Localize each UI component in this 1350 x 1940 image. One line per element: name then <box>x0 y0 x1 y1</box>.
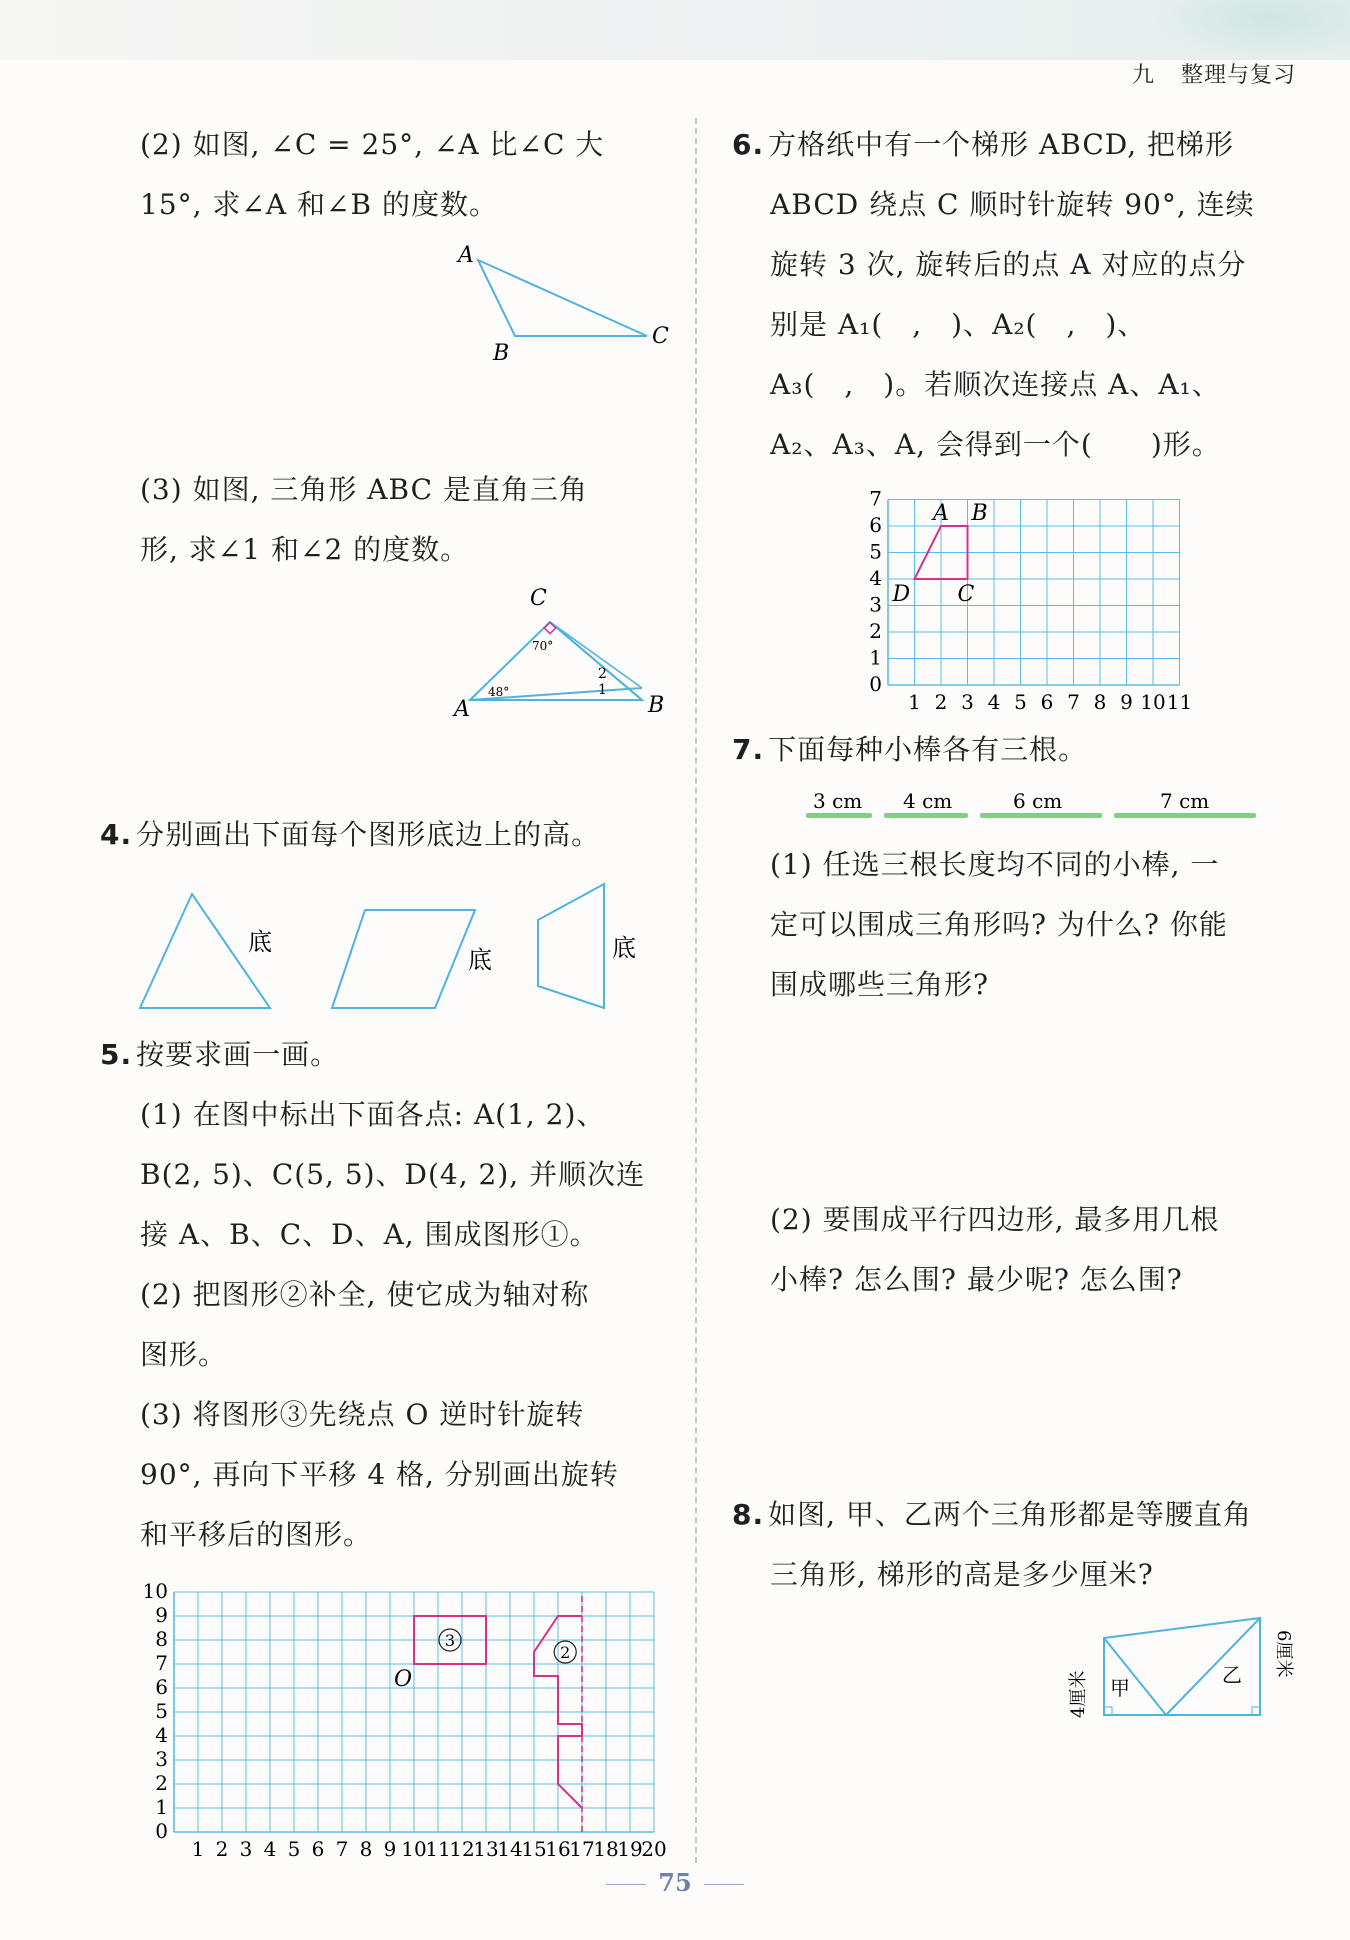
q8-number: 8. <box>732 1498 765 1531</box>
q5-p3-line3: 和平移后的图形。 <box>140 1518 373 1551</box>
label-c: C <box>530 586 547 611</box>
page-header <box>1132 58 1296 89</box>
y-tick-label: 0 <box>869 672 882 696</box>
q6-coordinate-grid <box>860 485 1200 715</box>
q3-3-line2: 形, 求∠1 和∠2 的度数。 <box>140 533 470 566</box>
label-a: A <box>458 243 474 268</box>
x-tick-label: 4 <box>263 1837 277 1861</box>
q7-p2-line1: (2) 要围成平行四边形, 最多用几根 <box>770 1203 1220 1236</box>
x-tick-label: 8 <box>1093 690 1107 714</box>
q5-heading <box>100 1025 339 1085</box>
y-tick-label: 2 <box>155 1771 168 1795</box>
q4-shapes <box>130 880 660 1020</box>
y-tick-label: 5 <box>869 539 882 564</box>
x-tick-label: 11 <box>1166 690 1193 714</box>
column-divider <box>695 118 697 1863</box>
top-decoration <box>1150 0 1350 60</box>
q3-2-line1: (2) 如图, ∠C = 25°, ∠A 比∠C 大 <box>140 128 605 161</box>
x-tick-label: 18 <box>593 1837 619 1861</box>
q6-line4: 别是 A₁( , )、A₂( , )、 <box>770 308 1147 341</box>
q5-p3-line2: 90°, 再向下平移 4 格, 分别画出旋转 <box>140 1458 619 1491</box>
q4-text: 分别画出下面每个图形底边上的高。 <box>136 818 601 851</box>
x-tick-label: 20 <box>641 1837 667 1861</box>
y-tick-label: 3 <box>155 1747 168 1771</box>
x-tick-label: 7 <box>1067 690 1080 714</box>
y-tick-label: 5 <box>155 1699 168 1723</box>
q5-number: 5. <box>100 1038 133 1071</box>
q8-line1 <box>732 1485 1252 1545</box>
y-tick-label: 0 <box>155 1819 168 1843</box>
x-tick-label: 6 <box>1040 690 1054 714</box>
q6-line1-text: 方格纸中有一个梯形 ABCD, 把梯形 <box>768 128 1235 161</box>
x-tick-label: 8 <box>359 1837 373 1861</box>
left-length-label: 4厘米 <box>1068 1670 1089 1718</box>
q4-heading <box>100 805 600 865</box>
label-a: A <box>454 697 470 722</box>
x-tick-label: 13 <box>473 1837 499 1861</box>
yi-label: 乙 <box>1222 1663 1242 1687</box>
q5-coordinate-grid <box>140 1580 680 1860</box>
y-tick-label: 9 <box>155 1603 168 1627</box>
right-length-label: 6厘米 <box>1273 1630 1294 1678</box>
q3-3-line1: (3) 如图, 三角形 ABC 是直角三角 <box>140 473 588 506</box>
q7-p1-line1: (1) 任选三根长度均不同的小棒, 一 <box>770 848 1220 881</box>
stick-3cm: 3 cm <box>813 789 863 813</box>
x-tick-label: 16 <box>545 1837 571 1861</box>
page-number <box>0 1868 1350 1897</box>
angle-2: 2 <box>598 666 607 682</box>
x-tick-label: 2 <box>215 1837 229 1861</box>
x-tick-label: 4 <box>987 690 1001 714</box>
label-b: B <box>648 693 665 718</box>
q5-p2-line2: 图形。 <box>140 1338 228 1371</box>
base-label-trapezoid: 底 <box>612 934 636 962</box>
chapter-number: 九 <box>1131 63 1155 88</box>
x-tick-label: 17 <box>569 1837 595 1861</box>
y-tick-label: 6 <box>155 1675 168 1699</box>
q6-number: 6. <box>732 128 765 161</box>
angle-70: 70° <box>532 639 554 653</box>
x-tick-label: 3 <box>961 690 974 714</box>
x-tick-label: 6 <box>311 1837 325 1861</box>
angle-48: 48° <box>488 685 510 699</box>
y-tick-label: 10 <box>142 1579 168 1603</box>
q5-p1-line2: B(2, 5)、C(5, 5)、D(4, 2), 并顺次连 <box>140 1158 646 1191</box>
stick-6cm: 6 cm <box>1013 789 1063 813</box>
label-c: C <box>957 582 975 607</box>
base-label-triangle: 底 <box>248 928 272 956</box>
x-tick-label: 12 <box>449 1837 475 1861</box>
q8-line1-text: 如图, 甲、乙两个三角形都是等腰直角 <box>768 1498 1252 1531</box>
q7-p1-line2: 定可以围成三角形吗? 为什么? 你能 <box>770 908 1228 941</box>
base-label-parallelogram: 底 <box>468 946 492 974</box>
q5-p1-line1: (1) 在图中标出下面各点: A(1, 2)、 <box>140 1098 606 1131</box>
q5-title: 按要求画一画。 <box>136 1038 340 1071</box>
x-tick-label: 5 <box>287 1837 301 1861</box>
shape-2-label: 2 <box>560 1643 571 1662</box>
chapter-title: 整理与复习 <box>1180 63 1296 88</box>
angle-1: 1 <box>598 682 607 698</box>
label-b: B <box>971 501 988 526</box>
q5-p2-line1: (2) 把图形②补全, 使它成为轴对称 <box>140 1278 590 1311</box>
label-d: D <box>892 582 911 607</box>
label-b: B <box>493 341 510 366</box>
point-o-label: O <box>394 1667 413 1692</box>
y-tick-label: 1 <box>155 1795 168 1819</box>
q6-line3: 旋转 3 次, 旋转后的点 A 对应的点分 <box>770 248 1247 281</box>
x-tick-label: 9 <box>1120 690 1133 714</box>
x-tick-label: 10 <box>401 1837 427 1861</box>
q4-number: 4. <box>100 818 133 851</box>
label-c: C <box>652 324 669 349</box>
x-tick-label: 3 <box>239 1837 253 1861</box>
q6-line6: A₂、A₃、A, 会得到一个( )形。 <box>770 428 1221 461</box>
top-band <box>0 0 1350 60</box>
q6-line2: ABCD 绕点 C 顺时针旋转 90°, 连续 <box>770 188 1255 221</box>
q5-p1-line3: 接 A、B、C、D、A, 围成图形①。 <box>140 1218 599 1251</box>
q7-p2-line2: 小棒? 怎么围? 最少呢? 怎么围? <box>770 1263 1183 1296</box>
q7-sticks <box>800 785 1270 825</box>
y-tick-label: 7 <box>155 1651 168 1675</box>
label-a: A <box>933 501 949 526</box>
x-tick-label: 15 <box>521 1837 547 1861</box>
x-tick-label: 5 <box>1014 690 1027 714</box>
stick-4cm: 4 cm <box>903 789 953 813</box>
q8-line2: 三角形, 梯形的高是多少厘米? <box>770 1558 1154 1591</box>
right-triangle-figure <box>450 586 680 722</box>
y-tick-label: 4 <box>869 566 882 590</box>
stick-7cm: 7 cm <box>1160 789 1210 813</box>
q8-trapezoid-figure <box>1060 1610 1300 1730</box>
x-tick-label: 11 <box>425 1837 451 1861</box>
q3-2-line2: 15°, 求∠A 和∠B 的度数。 <box>140 188 498 221</box>
x-tick-label: 9 <box>383 1837 397 1861</box>
x-tick-label: 1 <box>191 1837 205 1861</box>
shape-3-label: 3 <box>444 1631 456 1650</box>
triangle-figure-abc-1 <box>440 240 680 366</box>
grid-lines <box>888 500 1180 686</box>
x-tick-label: 14 <box>497 1837 523 1861</box>
jia-label: 甲 <box>1110 1676 1130 1700</box>
y-tick-label: 2 <box>869 619 882 643</box>
x-tick-label: 7 <box>335 1837 349 1861</box>
q6-line5: A₃( , )。若顺次连接点 A、A₁、 <box>770 368 1221 401</box>
q7-text: 下面每种小棒各有三根。 <box>768 733 1088 766</box>
x-tick-label: 1 <box>908 690 921 714</box>
q5-p3-line1: (3) 将图形③先绕点 O 逆时针旋转 <box>140 1398 585 1431</box>
q7-p1-line3: 围成哪些三角形? <box>770 968 990 1001</box>
q7-heading <box>732 720 1087 780</box>
y-tick-label: 4 <box>155 1723 168 1747</box>
x-tick-label: 2 <box>934 690 948 714</box>
x-tick-label: 19 <box>617 1837 643 1861</box>
y-tick-label: 1 <box>869 645 882 670</box>
page-number-text: 75 <box>658 1868 692 1897</box>
x-tick-label: 10 <box>1140 690 1166 714</box>
y-tick-label: 7 <box>869 486 882 511</box>
q6-line1 <box>732 115 1234 175</box>
y-tick-label: 3 <box>869 592 882 617</box>
y-tick-label: 6 <box>869 513 882 537</box>
q7-number: 7. <box>732 733 765 766</box>
y-tick-label: 8 <box>155 1627 168 1651</box>
